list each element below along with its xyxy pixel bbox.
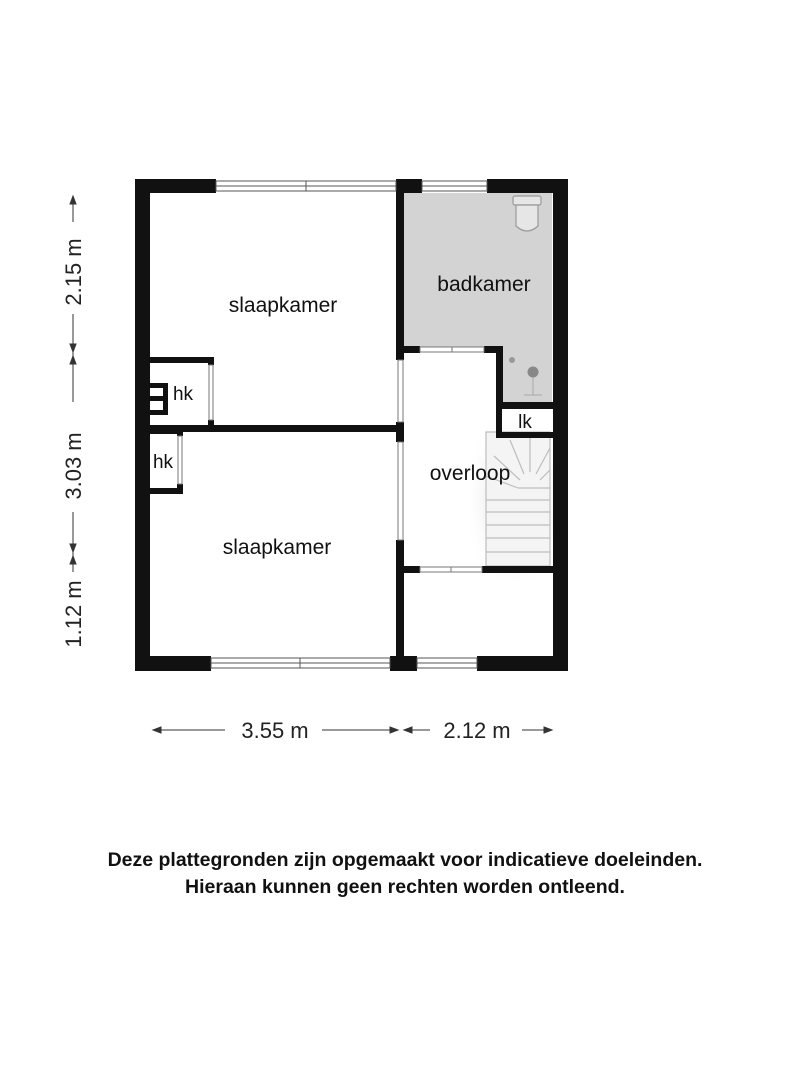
window-top-left bbox=[216, 181, 396, 191]
bathroom-label: badkamer bbox=[437, 273, 531, 296]
disclaimer-line-1: Deze plattegronden zijn opgemaakt voor indicatieve doeleinden. bbox=[107, 849, 703, 871]
dimension-horizontal-left: 3.55 m bbox=[241, 718, 309, 743]
window-bottom-right bbox=[417, 658, 477, 668]
dimension-vertical-middle: 3.03 m bbox=[61, 432, 86, 500]
closet-bottom-label: hk bbox=[152, 452, 174, 473]
dimension-vertical-top: 2.15 m bbox=[61, 238, 86, 306]
staircase bbox=[486, 432, 550, 566]
dimension-vertical-bottom: 1.12 m bbox=[61, 580, 86, 648]
window-top-right bbox=[422, 181, 487, 191]
bedroom-bottom-label: slaapkamer bbox=[222, 536, 332, 559]
disclaimer-line-2: Hieraan kunnen geen rechten worden ontleend. bbox=[185, 876, 625, 898]
linen-closet-label: lk bbox=[518, 412, 532, 433]
dimension-horizontal-right: 2.12 m bbox=[443, 718, 511, 743]
closet-top-label: hk bbox=[172, 384, 194, 405]
landing-label: overloop bbox=[429, 462, 511, 485]
bedroom-top-label: slaapkamer bbox=[228, 294, 338, 317]
window-bottom-left bbox=[211, 658, 390, 668]
bathroom-floor-alcove bbox=[496, 345, 552, 405]
toilet-icon bbox=[513, 196, 541, 231]
